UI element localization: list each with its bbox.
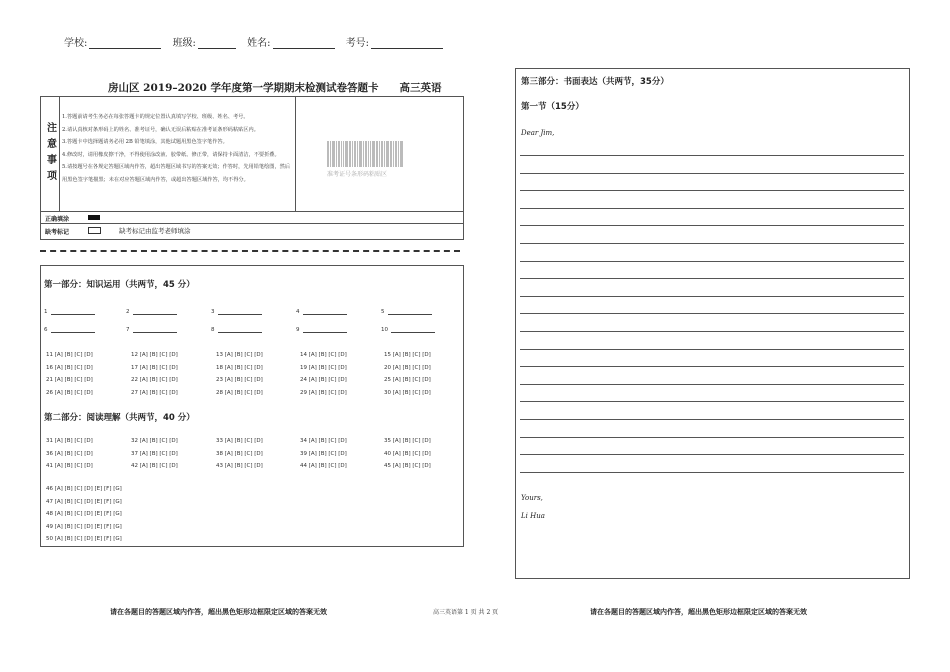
notice-item: 4.修改时，请用橡皮擦干净，不得使用涂改液、胶带纸、修正带，请保持卡面清洁，不要折叠。 <box>62 151 280 158</box>
seven-choice-row[interactable]: 49 [A] [B] [C] [D] [E] [F] [G] <box>46 523 122 530</box>
blank-number: 8 <box>211 327 215 333</box>
writing-line[interactable] <box>520 454 904 455</box>
blank-line[interactable] <box>218 308 262 315</box>
blank-line[interactable] <box>133 308 177 315</box>
page-title: 房山区 2019–2020 学年度第一学期期末检测试卷答题卡 高三英语 <box>108 82 442 94</box>
blank-line[interactable] <box>388 308 432 315</box>
name-label: 姓名: <box>247 38 271 49</box>
mc-option-row[interactable]: 40 [A] [B] [C] [D] <box>384 450 431 457</box>
mc-option-row[interactable]: 34 [A] [B] [C] [D] <box>300 438 347 444</box>
mc-option-row[interactable]: 35 [A] [B] [C] [D] <box>384 438 431 444</box>
blank-line[interactable] <box>303 308 347 315</box>
notice-item: 5.请按题号在各规定答题区域内作答，超出答题区域书写的答案无效；作答时，先用铅笔绘图，然后用黑色签字笔描黑；未在对应答题区域内作答，或超出答题区域作答，均不得分。 <box>62 164 291 183</box>
writing-line[interactable] <box>520 243 904 244</box>
writing-line[interactable] <box>520 349 904 350</box>
writing-line[interactable] <box>520 419 904 420</box>
absent-note: 缺考标记由监考老师填涂 <box>119 227 191 235</box>
absent-checkbox[interactable] <box>88 227 101 234</box>
school-field[interactable] <box>89 38 161 49</box>
writing-line[interactable] <box>520 225 904 226</box>
cut-line <box>40 250 460 252</box>
seven-choice-row[interactable]: 46 [A] [B] [C] [D] [E] [F] [G] <box>46 486 122 492</box>
footer-left: 请在各题目的答题区域内作答，超出黑色矩形边框限定区域的答案无效 <box>110 608 327 616</box>
part3-title: 第三部分：书面表达（共两节，35分） <box>521 77 669 87</box>
part2-title: 第二部分：阅读理解（共两节，40 分） <box>44 413 195 423</box>
writing-line[interactable] <box>520 208 904 209</box>
exam-no-label: 考号: <box>345 38 370 49</box>
blank-number: 7 <box>126 327 130 333</box>
blank-number: 1 <box>44 309 48 315</box>
blank-answer[interactable] <box>126 308 177 315</box>
mc-option-row[interactable]: 23 [A] [B] [C] [D] <box>216 377 263 383</box>
mc-option-row[interactable]: 13 [A] [B] [C] [D] <box>216 352 263 358</box>
blank-number: 2 <box>126 309 130 315</box>
blank-number: 6 <box>44 327 48 333</box>
blank-line[interactable] <box>391 326 435 333</box>
seven-choice-row[interactable]: 50 [A] [B] [C] [D] [E] [F] [G] <box>46 536 122 542</box>
mc-option-row[interactable]: 37 [A] [B] [C] [D] <box>131 450 178 457</box>
mc-option-row[interactable]: 18 [A] [B] [C] [D] <box>216 364 263 371</box>
mc-option-row[interactable]: 39 [A] [B] [C] [D] <box>300 450 347 457</box>
part3-section: 第一节（15分） <box>521 102 584 112</box>
mc-option-row[interactable]: 19 [A] [B] [C] [D] <box>300 364 347 371</box>
notice-item: 1.答题前请考生务必在每张答题卡的规定位置认真填写学校、班级、姓名、考号。 <box>62 114 249 120</box>
notice-box <box>40 96 464 240</box>
blank-answer[interactable] <box>211 308 262 315</box>
blank-line[interactable] <box>51 308 95 315</box>
mc-option-row[interactable]: 38 [A] [B] [C] [D] <box>216 450 263 457</box>
notice-row-sep2 <box>41 223 463 224</box>
notice-item: 3.答题卡中选择题请务必用 2B 铅笔填涂，其他试题用黑色签字笔作答。 <box>62 139 228 145</box>
blank-answer[interactable] <box>296 308 347 315</box>
writing-line[interactable] <box>520 278 904 279</box>
writing-line[interactable] <box>520 472 904 473</box>
mc-option-row[interactable]: 12 [A] [B] [C] [D] <box>131 352 178 358</box>
blank-number: 9 <box>296 327 300 333</box>
absent-label: 缺考标记 <box>45 229 70 236</box>
blank-line[interactable] <box>51 326 95 333</box>
class-field[interactable] <box>198 38 236 49</box>
footer-right: 请在各题目的答题区域内作答，超出黑色矩形边框限定区域的答案无效 <box>590 608 807 616</box>
blank-answer[interactable] <box>44 308 95 315</box>
exam-no-field[interactable] <box>371 38 443 49</box>
writing-line[interactable] <box>520 190 904 191</box>
blank-answer[interactable] <box>126 326 177 333</box>
mc-option-row[interactable]: 32 [A] [B] [C] [D] <box>131 438 178 444</box>
name-field[interactable] <box>273 38 335 49</box>
mc-option-row[interactable]: 31 [A] [B] [C] [D] <box>46 438 93 444</box>
blank-number: 3 <box>211 309 215 315</box>
mc-option-row[interactable]: 45 [A] [B] [C] [D] <box>384 463 431 469</box>
mc-option-row[interactable]: 29 [A] [B] [C] [D] <box>300 389 347 396</box>
writing-line[interactable] <box>520 173 904 174</box>
writing-line[interactable] <box>520 401 904 402</box>
mc-option-row[interactable]: 27 [A] [B] [C] [D] <box>131 389 178 396</box>
mc-option-row[interactable]: 11 [A] [B] [C] [D] <box>46 352 93 358</box>
notice-list <box>62 111 292 186</box>
writing-line[interactable] <box>520 366 904 367</box>
notice-divider <box>295 97 296 211</box>
letter-signature: Li Hua <box>521 512 545 520</box>
mc-option-row[interactable]: 24 [A] [B] [C] [D] <box>300 377 347 383</box>
blank-line[interactable] <box>303 326 347 333</box>
writing-line[interactable] <box>520 384 904 385</box>
page-number: 高三英语第 1 页 共 2 页 <box>433 609 499 616</box>
notice-row-sep <box>41 211 463 212</box>
blank-line[interactable] <box>218 326 262 333</box>
mc-option-row[interactable]: 21 [A] [B] [C] [D] <box>46 377 93 383</box>
student-info-row <box>64 34 451 49</box>
mc-option-row[interactable]: 42 [A] [B] [C] [D] <box>131 463 178 469</box>
letter-greeting: Dear Jim, <box>521 129 555 137</box>
writing-line[interactable] <box>520 296 904 297</box>
notice-item: 2.请认真核对条形码上的姓名、准考证号，确认无误后粘贴在准考证条形码粘贴区内。 <box>62 126 259 133</box>
blank-answer[interactable] <box>381 308 432 315</box>
mc-option-row[interactable]: 25 [A] [B] [C] [D] <box>384 377 431 383</box>
mc-option-row[interactable]: 16 [A] [B] [C] [D] <box>46 364 93 371</box>
writing-line[interactable] <box>520 155 904 156</box>
writing-line[interactable] <box>520 313 904 314</box>
writing-box <box>515 68 910 579</box>
mc-option-row[interactable]: 14 [A] [B] [C] [D] <box>300 352 347 358</box>
blank-answer[interactable] <box>296 326 347 333</box>
mc-option-row[interactable]: 43 [A] [B] [C] [D] <box>216 463 263 469</box>
correct-fill-label: 正确填涂 <box>45 216 70 223</box>
mc-option-row[interactable]: 36 [A] [B] [C] [D] <box>46 450 93 457</box>
mc-option-row[interactable]: 41 [A] [B] [C] [D] <box>46 463 93 469</box>
school-label: 学校: <box>64 38 88 49</box>
mc-option-row[interactable]: 20 [A] [B] [C] [D] <box>384 364 431 371</box>
writing-line[interactable] <box>520 437 904 438</box>
blank-number: 4 <box>296 309 300 315</box>
mc-option-row[interactable]: 22 [A] [B] [C] [D] <box>131 377 178 383</box>
correct-fill-sample <box>88 215 100 220</box>
blank-answer[interactable] <box>211 326 262 333</box>
blank-answer[interactable] <box>381 326 435 333</box>
writing-line[interactable] <box>520 331 904 332</box>
barcode-icon <box>327 141 403 167</box>
mc-option-row[interactable]: 30 [A] [B] [C] [D] <box>384 389 431 396</box>
blank-answer[interactable] <box>44 326 95 333</box>
mc-option-row[interactable]: 17 [A] [B] [C] [D] <box>131 364 178 371</box>
class-label: 班级: <box>172 38 196 49</box>
seven-choice-row[interactable]: 48 [A] [B] [C] [D] [E] [F] [G] <box>46 511 122 517</box>
seven-choice-row[interactable]: 47 [A] [B] [C] [D] [E] [F] [G] <box>46 498 122 505</box>
mc-option-row[interactable]: 28 [A] [B] [C] [D] <box>216 389 263 396</box>
mc-option-row[interactable]: 15 [A] [B] [C] [D] <box>384 352 431 358</box>
barcode-area <box>327 141 403 178</box>
blank-number: 5 <box>381 309 385 315</box>
notice-label-cell <box>41 97 60 211</box>
blank-number: 10 <box>381 327 388 333</box>
letter-closing: Yours, <box>521 494 543 502</box>
notice-label: 注意事项 <box>44 122 56 186</box>
writing-line[interactable] <box>520 261 904 262</box>
mc-option-row[interactable]: 44 [A] [B] [C] [D] <box>300 463 347 469</box>
blank-line[interactable] <box>133 326 177 333</box>
mc-option-row[interactable]: 26 [A] [B] [C] [D] <box>46 389 93 396</box>
part1-title: 第一部分：知识运用（共两节，45 分） <box>44 280 195 290</box>
mc-option-row[interactable]: 33 [A] [B] [C] [D] <box>216 438 263 444</box>
barcode-label: 准考证号条形码粘贴区 <box>327 171 388 178</box>
